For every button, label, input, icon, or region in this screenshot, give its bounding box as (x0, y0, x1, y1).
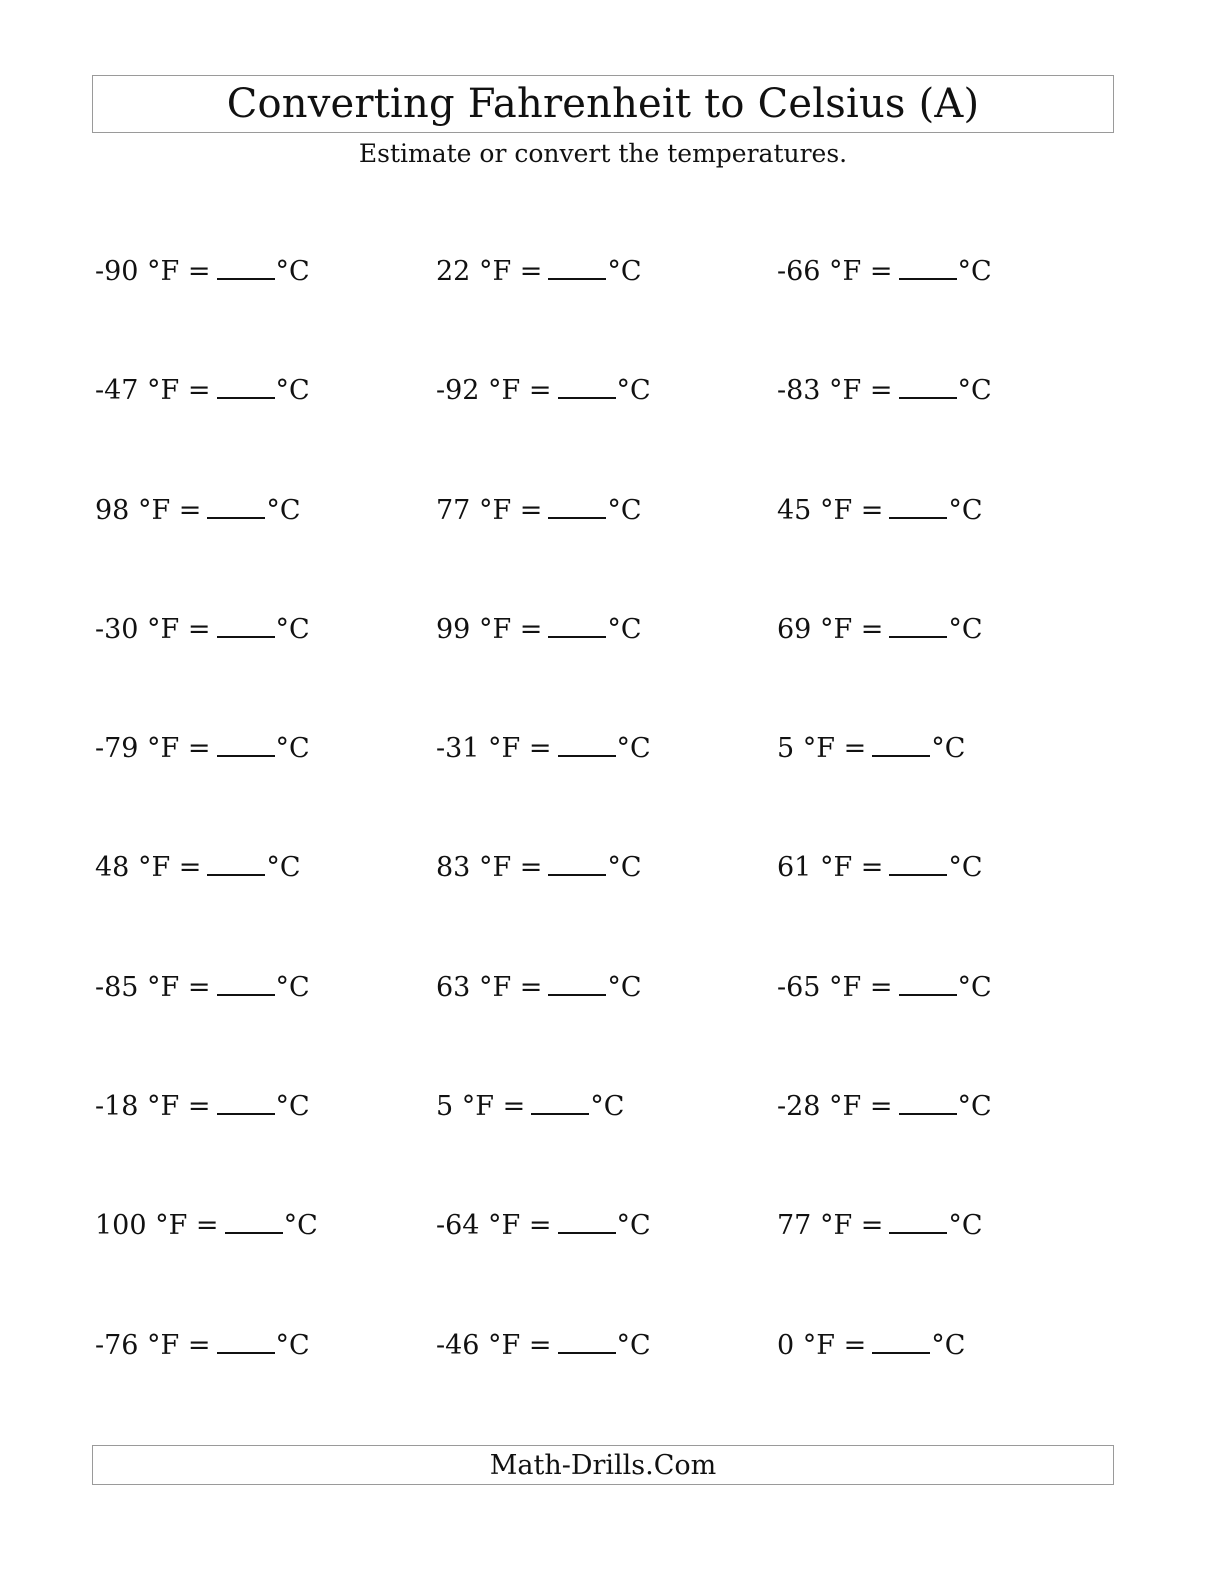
answer-blank[interactable] (558, 732, 616, 757)
answer-blank[interactable] (217, 613, 275, 638)
answer-blank[interactable] (872, 732, 930, 757)
problem-question: 5 °F = (777, 733, 867, 765)
problem-item (95, 1206, 436, 1325)
problem-question: 22 °F = (436, 256, 543, 287)
problem-question: 61 °F = (777, 852, 884, 884)
answer-blank[interactable] (531, 1090, 589, 1115)
problem-item (777, 729, 1115, 848)
title-box (92, 75, 1114, 133)
problem-unit: °C (275, 375, 310, 407)
answer-blank[interactable] (558, 1209, 616, 1234)
problem-question: -66 °F = (777, 256, 893, 287)
problem-unit: °C (957, 971, 992, 1003)
problem-question: 98 °F = (95, 494, 202, 526)
instructions: Estimate or convert the temperatures. (358, 139, 848, 168)
problem-item (95, 1087, 436, 1206)
answer-blank[interactable] (217, 971, 275, 996)
problem-unit: °C (957, 375, 992, 407)
problem-item (777, 848, 1115, 967)
problem-unit: °C (616, 1210, 651, 1242)
problem-unit: °C (266, 494, 301, 526)
problem-item (95, 1326, 436, 1445)
problem-item (777, 252, 1115, 371)
answer-blank[interactable] (558, 1329, 616, 1354)
problem-question: -76 °F = (95, 1329, 211, 1361)
problem-item (436, 371, 777, 490)
problem-unit: °C (948, 613, 983, 645)
answer-blank[interactable] (872, 1329, 930, 1354)
problem-item (436, 610, 777, 729)
answer-blank[interactable] (889, 851, 947, 876)
answer-blank[interactable] (899, 374, 957, 399)
problem-item (95, 729, 436, 848)
problem-question: -18 °F = (95, 1091, 211, 1123)
problem-item (777, 491, 1115, 610)
problem-question: -28 °F = (777, 1091, 893, 1123)
problem-unit: °C (275, 1329, 310, 1361)
problem-item (436, 968, 777, 1087)
problem-item (777, 968, 1115, 1087)
problem-unit: °C (616, 375, 651, 407)
problem-unit: °C (607, 971, 642, 1003)
problem-unit: °C (607, 613, 642, 645)
problem-item (95, 610, 436, 729)
problem-item (777, 1326, 1115, 1445)
problem-unit: °C (957, 256, 992, 287)
problem-question: 0 °F = (777, 1329, 867, 1361)
problem-question: 69 °F = (777, 613, 884, 645)
answer-blank[interactable] (889, 494, 947, 519)
answer-blank[interactable] (217, 255, 275, 280)
problem-item (95, 371, 436, 490)
problem-unit: °C (616, 1329, 651, 1361)
problem-unit: °C (607, 494, 642, 526)
problem-question: -79 °F = (95, 733, 211, 765)
problem-unit: °C (275, 733, 310, 765)
problem-question: -30 °F = (95, 613, 211, 645)
problem-unit: °C (948, 1210, 983, 1242)
problem-item (95, 848, 436, 967)
problem-question: -46 °F = (436, 1329, 552, 1361)
problem-item (95, 491, 436, 610)
problem-question: 77 °F = (436, 494, 543, 526)
answer-blank[interactable] (558, 374, 616, 399)
problem-item (436, 1087, 777, 1206)
footer-text: Math-Drills.Com (489, 1449, 717, 1481)
problem-item (436, 729, 777, 848)
problem-question: 63 °F = (436, 971, 543, 1003)
problem-unit: °C (283, 1210, 318, 1242)
answer-blank[interactable] (889, 613, 947, 638)
problem-question: -31 °F = (436, 733, 552, 765)
answer-blank[interactable] (207, 494, 265, 519)
problem-question: 100 °F = (95, 1210, 219, 1242)
answer-blank[interactable] (548, 971, 606, 996)
answer-blank[interactable] (217, 1090, 275, 1115)
problem-unit: °C (948, 494, 983, 526)
problem-question: 45 °F = (777, 494, 884, 526)
problem-question: -83 °F = (777, 375, 893, 407)
problem-item (436, 848, 777, 967)
problem-item (95, 252, 436, 371)
problem-question: 5 °F = (436, 1091, 526, 1123)
problem-question: 48 °F = (95, 852, 202, 884)
answer-blank[interactable] (217, 374, 275, 399)
problem-unit: °C (948, 852, 983, 884)
answer-blank[interactable] (225, 1209, 283, 1234)
answer-blank[interactable] (217, 1329, 275, 1354)
answer-blank[interactable] (548, 851, 606, 876)
answer-blank[interactable] (548, 494, 606, 519)
problem-unit: °C (607, 256, 642, 287)
problem-unit: °C (957, 1091, 992, 1123)
problem-unit: °C (266, 852, 301, 884)
problem-unit: °C (275, 971, 310, 1003)
problem-question: -90 °F = (95, 256, 211, 287)
answer-blank[interactable] (899, 971, 957, 996)
page-title: Converting Fahrenheit to Celsius (A) (226, 81, 980, 127)
problem-unit: °C (590, 1091, 625, 1123)
problem-question: -65 °F = (777, 971, 893, 1003)
footer-box (92, 1445, 1114, 1485)
problem-question: -92 °F = (436, 375, 552, 407)
problem-unit: °C (607, 852, 642, 884)
problem-item (436, 252, 777, 371)
answer-blank[interactable] (548, 255, 606, 280)
answer-blank[interactable] (899, 255, 957, 280)
answer-blank[interactable] (548, 613, 606, 638)
problem-item (436, 491, 777, 610)
problem-unit: °C (275, 1091, 310, 1123)
answer-blank[interactable] (217, 732, 275, 757)
problem-item (777, 1087, 1115, 1206)
answer-blank[interactable] (899, 1090, 957, 1115)
problem-question: -85 °F = (95, 971, 211, 1003)
problem-unit: °C (931, 1329, 966, 1361)
problem-item (436, 1206, 777, 1325)
problem-grid (95, 252, 1115, 1445)
problem-item (95, 968, 436, 1087)
answer-blank[interactable] (207, 851, 265, 876)
problem-item (777, 1206, 1115, 1325)
problem-unit: °C (931, 733, 966, 765)
problem-question: 83 °F = (436, 852, 543, 884)
problem-item (436, 1326, 777, 1445)
problem-question: 99 °F = (436, 613, 543, 645)
problem-unit: °C (275, 613, 310, 645)
problem-item (777, 610, 1115, 729)
answer-blank[interactable] (889, 1209, 947, 1234)
problem-question: -47 °F = (95, 375, 211, 407)
problem-unit: °C (616, 733, 651, 765)
problem-item (777, 371, 1115, 490)
problem-question: -64 °F = (436, 1210, 552, 1242)
problem-question: 77 °F = (777, 1210, 884, 1242)
problem-unit: °C (275, 256, 310, 287)
